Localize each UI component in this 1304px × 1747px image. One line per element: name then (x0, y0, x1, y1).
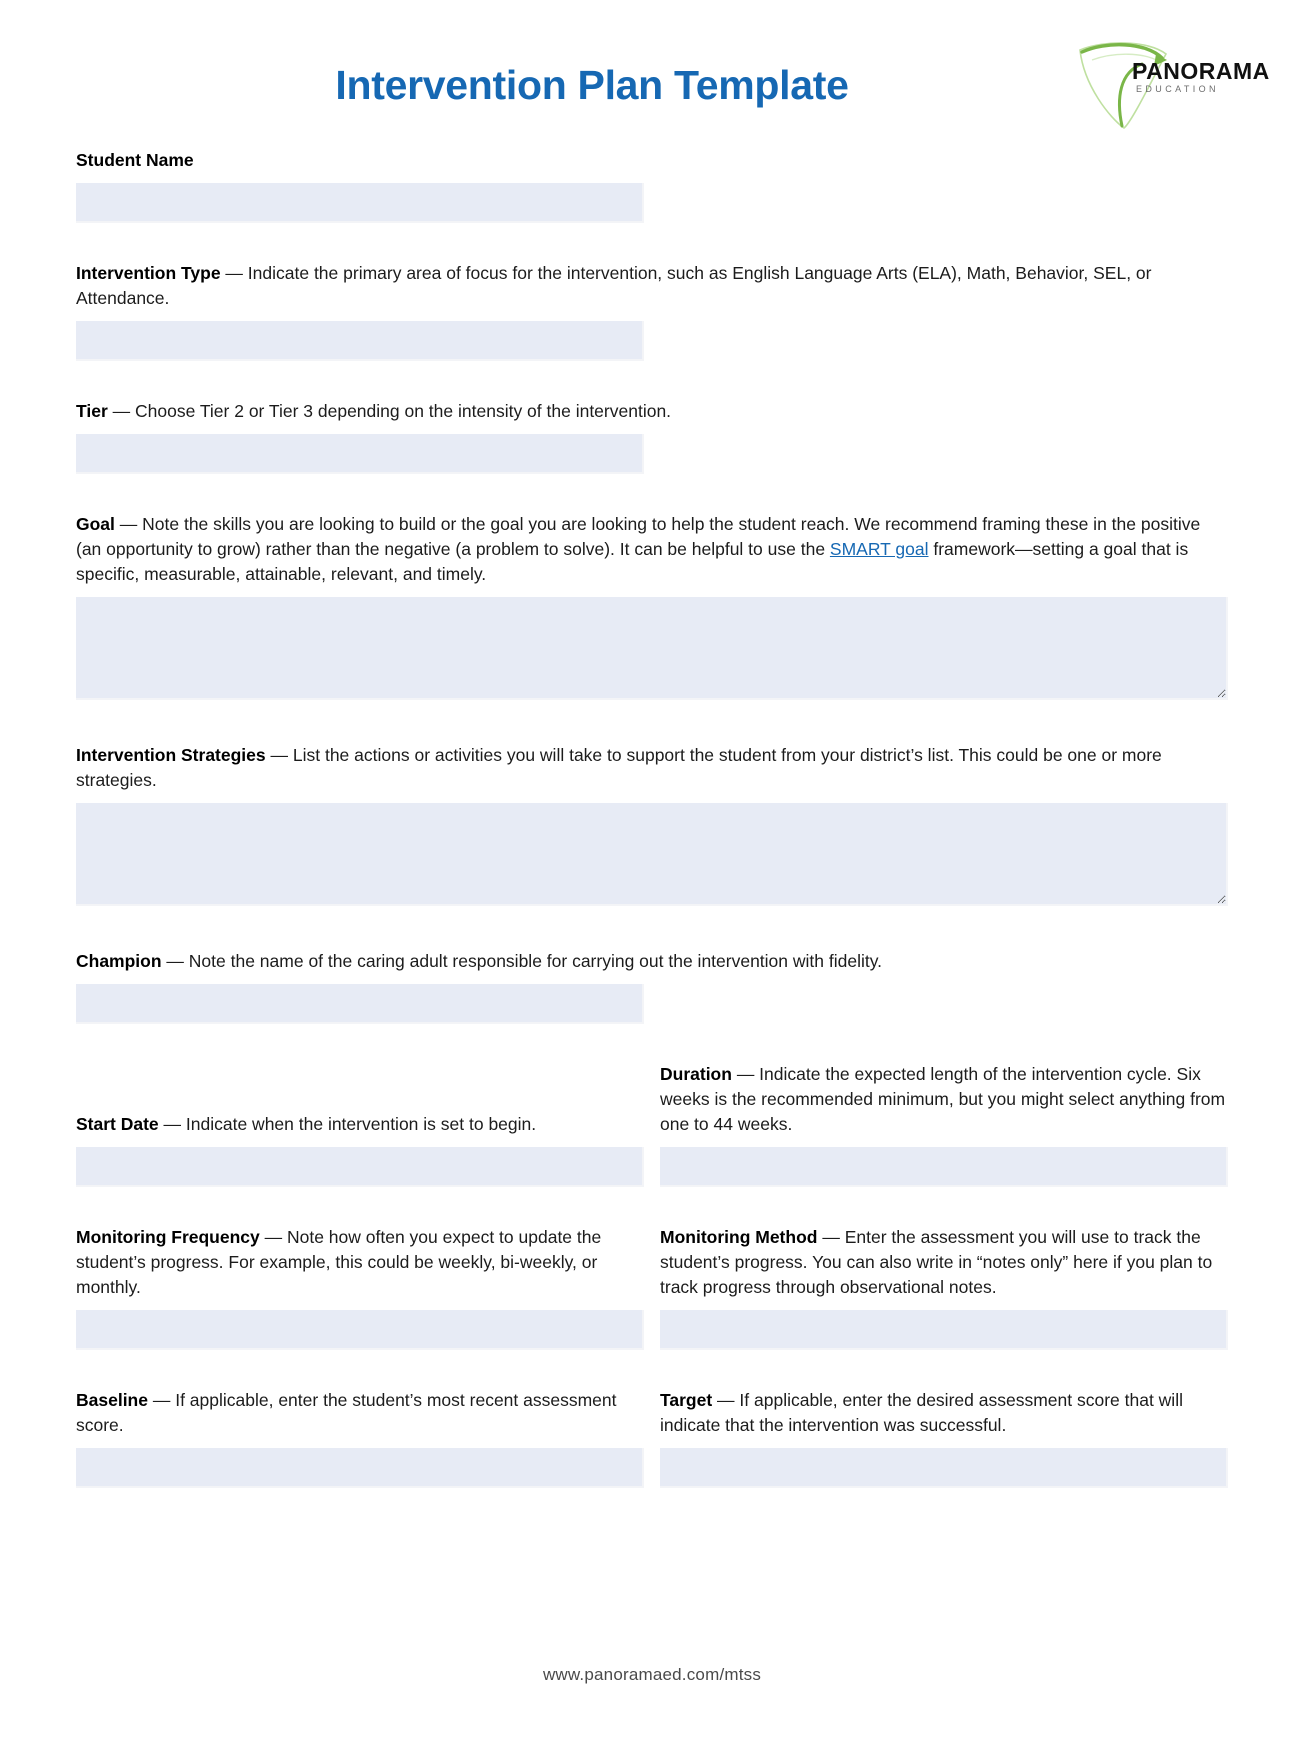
field-monitoring-method (660, 1225, 1228, 1350)
field-goal (76, 512, 1228, 705)
student-name-input[interactable] (76, 183, 644, 223)
field-baseline (76, 1388, 644, 1488)
duration-input[interactable] (660, 1147, 1228, 1187)
field-intervention-type (76, 261, 1228, 361)
label-intervention-strategies (76, 743, 1228, 793)
label-monitoring-method-bold: Monitoring Method (660, 1227, 818, 1247)
label-champion-bold: Champion (76, 951, 162, 971)
tier-input[interactable] (76, 434, 644, 474)
monitoring-method-input[interactable] (660, 1310, 1228, 1350)
label-tier-rest: — Choose Tier 2 or Tier 3 depending on the intensity of the intervention. (107, 401, 672, 421)
field-champion (76, 949, 1228, 1024)
intervention-type-input[interactable] (76, 321, 644, 361)
field-tier (76, 399, 1228, 474)
label-monitoring-frequency-bold: Monitoring Frequency (76, 1227, 260, 1247)
label-intervention-strategies-bold: Intervention Strategies (76, 745, 266, 765)
label-monitoring-method-rest: — Enter the assessment you will use to track the student’s progress. You can also write in “notes only” here if you plan to track progress through observational notes. (660, 1227, 1213, 1297)
field-duration (660, 1062, 1228, 1187)
label-baseline (76, 1388, 644, 1438)
footer-url: www.panoramaed.com/mtss (542, 1665, 762, 1684)
label-start-date-bold: Start Date (76, 1114, 159, 1134)
goal-input[interactable] (76, 597, 1228, 700)
row-baseline-target (76, 1388, 1228, 1488)
label-student-name (76, 148, 1228, 173)
label-target-rest: — If applicable, enter the desired assessment score that will indicate that the intervention was successful. (660, 1390, 1183, 1435)
label-goal-part1: — Note the skills you are looking to build or the goal you are looking to help the student reach. We recommend framing these in the positive (an opportunity to grow) rather than the negative (a problem to solve). It can be helpful to use the (76, 514, 1201, 559)
monitoring-frequency-input[interactable] (76, 1310, 644, 1350)
label-monitoring-method (660, 1225, 1228, 1300)
logo-subtext: EDUCATION (1136, 84, 1219, 94)
champion-input[interactable] (76, 984, 644, 1024)
label-baseline-bold: Baseline (76, 1390, 148, 1410)
label-intervention-strategies-rest: — List the actions or activities you will take to support the student from your district’s list. This could be one or more strategies. (76, 745, 1162, 790)
label-intervention-type-rest: — Indicate the primary area of focus for the intervention, such as English Language Arts (ELA), Math, Behavior, SEL, or Attendance. (76, 263, 1152, 308)
page-title: Intervention Plan Template (335, 62, 849, 108)
field-target (660, 1388, 1228, 1488)
label-intervention-type (76, 261, 1228, 311)
row-monitoring (76, 1225, 1228, 1350)
start-date-input[interactable] (76, 1147, 644, 1187)
label-student-name-bold: Student Name (76, 150, 194, 170)
label-target (660, 1388, 1228, 1438)
label-intervention-type-bold: Intervention Type (76, 263, 221, 283)
baseline-input[interactable] (76, 1448, 644, 1488)
label-monitoring-frequency-rest: — Note how often you expect to update the student’s progress. For example, this could be weekly, bi-weekly, or monthly. (76, 1227, 602, 1297)
label-champion-rest: — Note the name of the caring adult responsible for carrying out the intervention with fidelity. (161, 951, 883, 971)
label-baseline-rest: — If applicable, enter the student’s most recent assessment score. (76, 1390, 617, 1435)
row-start-date-duration (76, 1062, 1228, 1187)
field-student-name (76, 148, 1228, 223)
field-intervention-strategies (76, 743, 1228, 911)
form-content (0, 148, 1304, 1488)
label-goal-part2: framework—setting a goal that is specific, measurable, attainable, relevant, and timely. (76, 539, 1189, 584)
smart-goal-link[interactable]: SMART goal (829, 539, 929, 559)
target-input[interactable] (660, 1448, 1228, 1488)
label-goal (76, 512, 1228, 587)
field-monitoring-frequency (76, 1225, 644, 1350)
panorama-logo (1070, 38, 1270, 130)
field-start-date (76, 1112, 644, 1187)
page-header (0, 0, 1304, 148)
intervention-strategies-input[interactable] (76, 803, 1228, 906)
label-duration (660, 1062, 1228, 1137)
label-start-date-rest: — Indicate when the intervention is set to begin. (158, 1114, 537, 1134)
logo-wordmark: PANORAMA (1132, 58, 1270, 84)
label-monitoring-frequency (76, 1225, 644, 1300)
label-duration-bold: Duration (660, 1064, 732, 1084)
label-start-date (76, 1112, 644, 1137)
label-target-bold: Target (660, 1390, 713, 1410)
label-champion (76, 949, 1228, 974)
label-tier (76, 399, 1228, 424)
label-tier-bold: Tier (76, 401, 108, 421)
label-duration-rest: — Indicate the expected length of the intervention cycle. Six weeks is the recommended minimum, but you might select anything from one to 44 weeks. (660, 1064, 1226, 1134)
label-goal-bold: Goal (76, 514, 115, 534)
